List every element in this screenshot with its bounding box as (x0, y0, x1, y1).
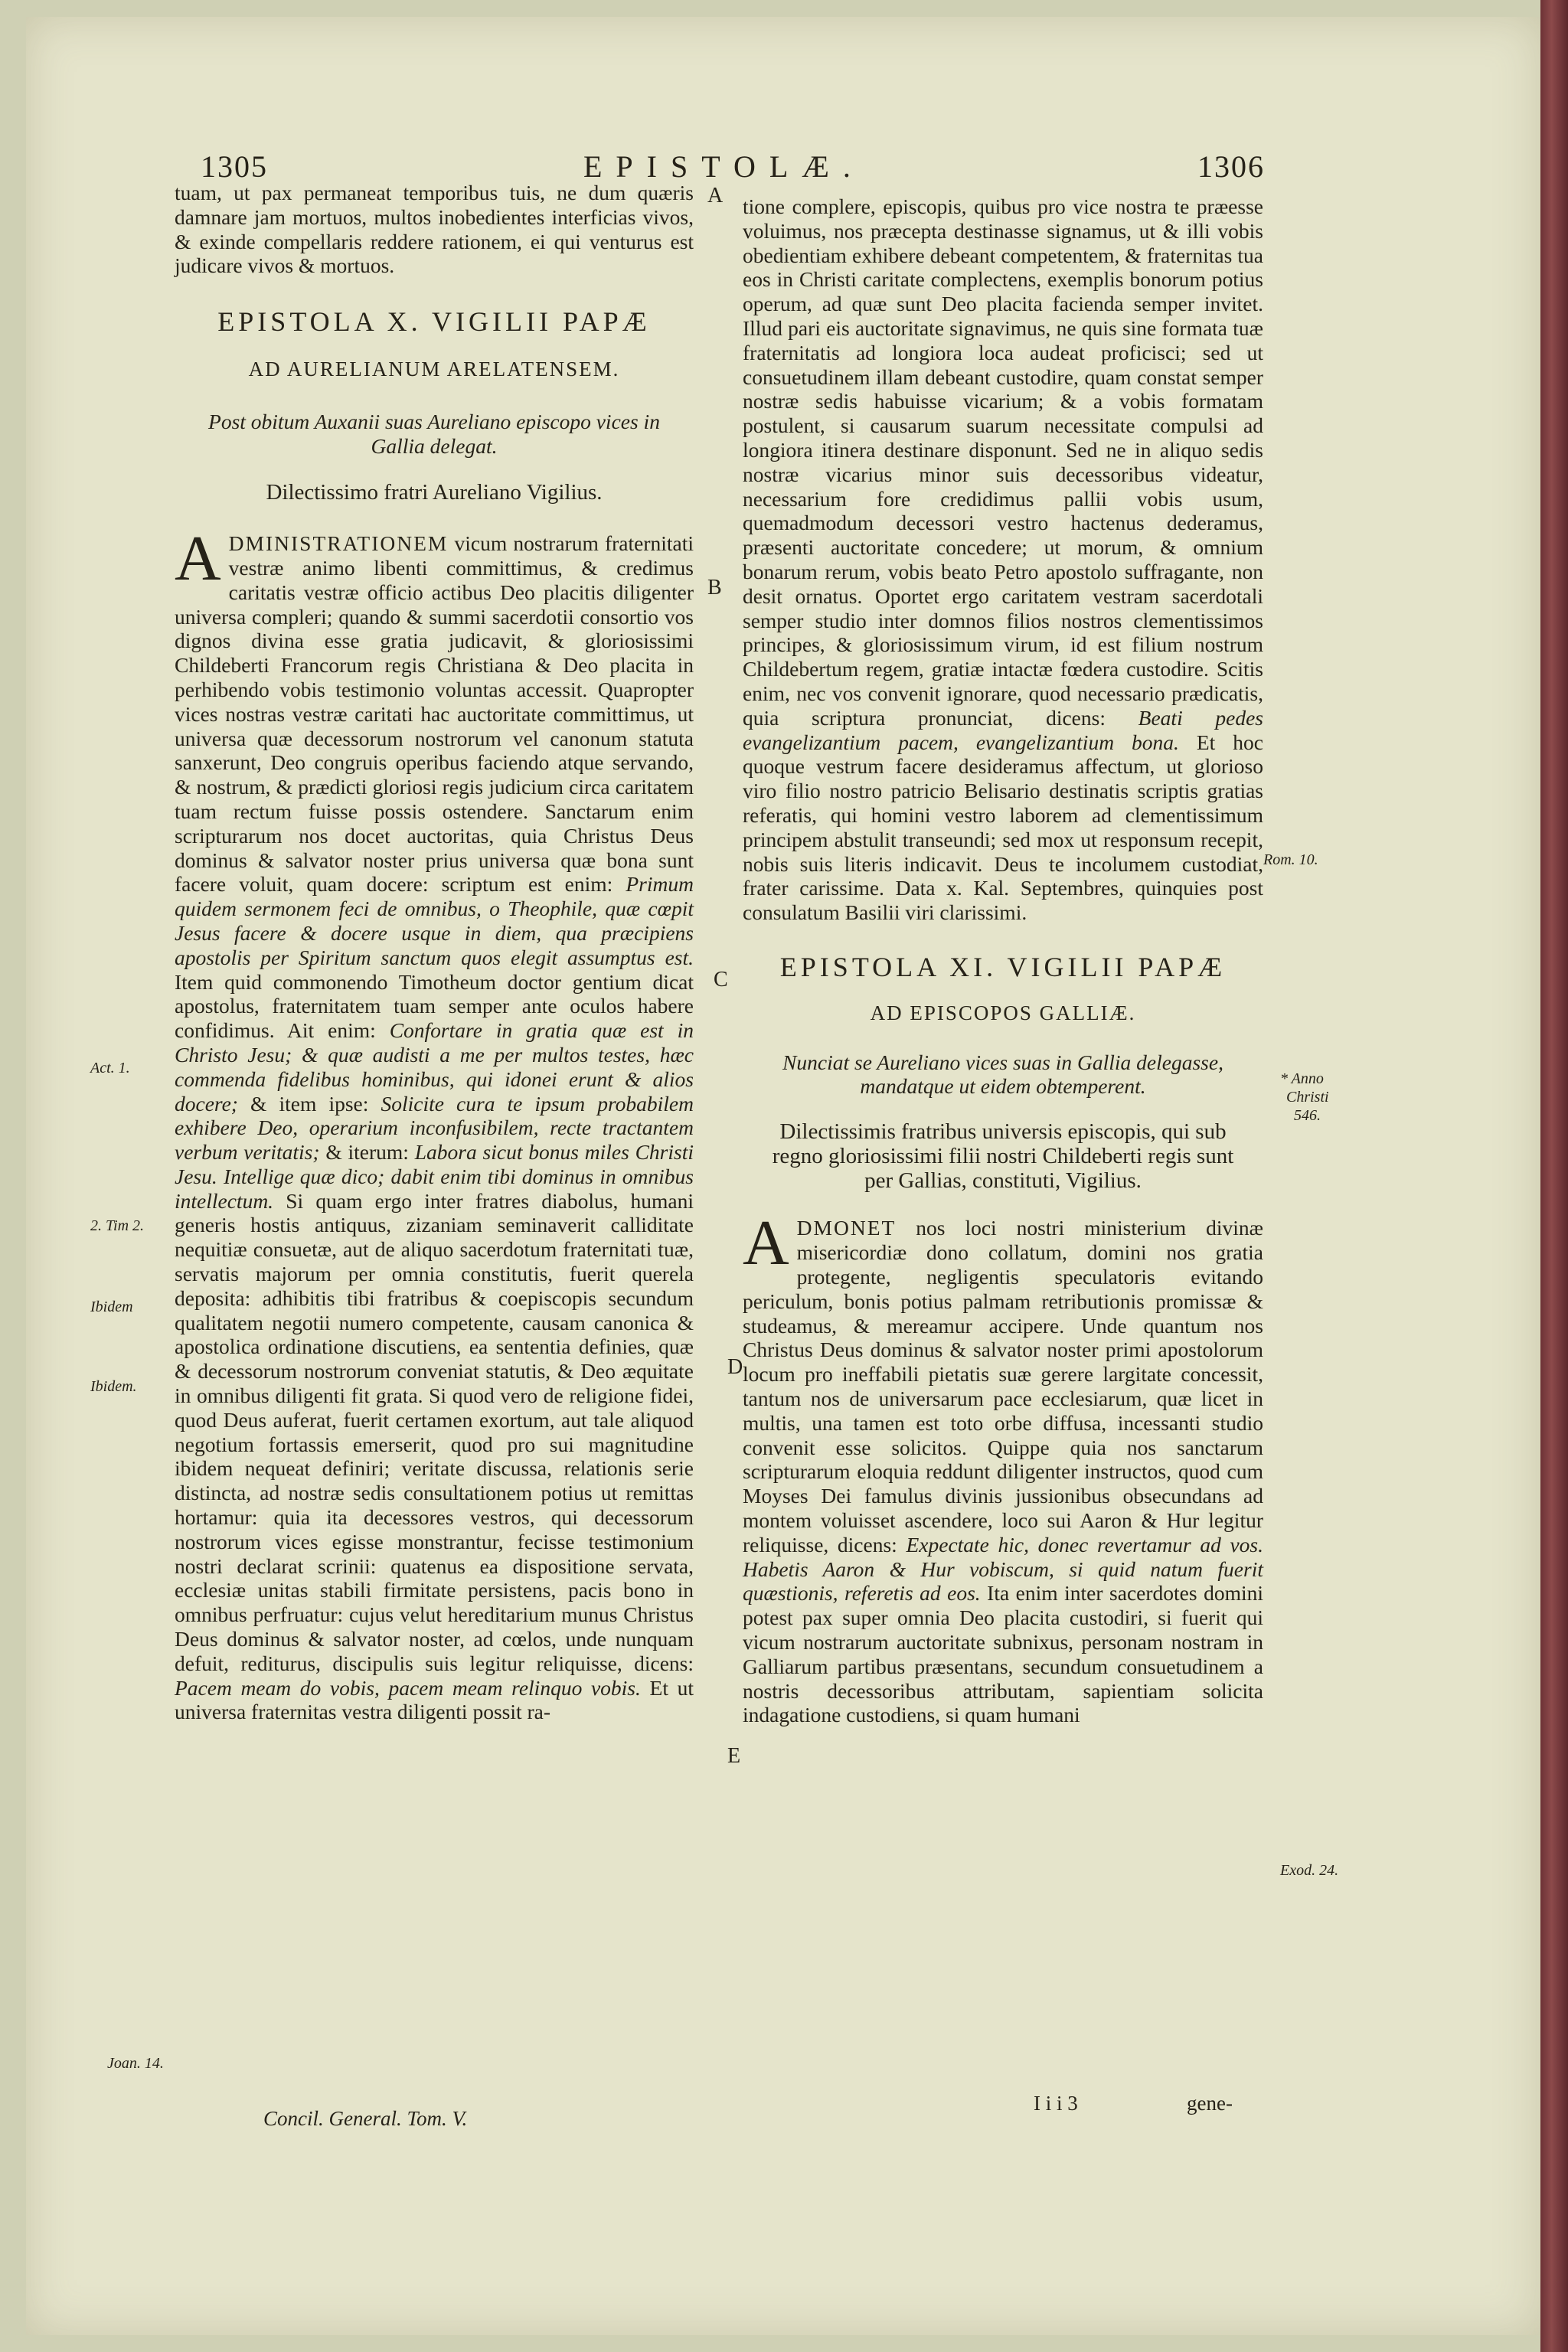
margin-note: 2. Tim 2. (90, 1217, 145, 1234)
salutation: Dilectissimo fratri Aureliano Vigilius. (266, 480, 603, 505)
volume-footer: Concil. General. Tom. V. (263, 2107, 468, 2130)
epistle-summary: Post obitum Auxanii suas Aureliano episcopo vices in Gallia delegat. (208, 409, 660, 458)
body-text: Item quid commonendo Timotheum doctor gentium dicat apostolus, fraternitatem tuam semper ante oculos habere confidimus. Ait enim: (175, 969, 694, 1043)
epistle-body (175, 523, 694, 1724)
page-number-right: 1306 (1197, 149, 1265, 184)
scripture-quote: Expectate hic, donec revertamur ad vos. Habetis Aaron & Hur vobiscum, si quid natum fuerit quæstionis, referetis ad eos. (743, 1532, 1264, 1606)
section-letter: B (707, 576, 722, 599)
opening-caps: DMINISTRATIONEM (228, 531, 449, 556)
epistle-summary: Nunciat se Aureliano vices suas in Gallia delegasse, mandatque ut eidem obtemperent. (782, 1050, 1223, 1099)
scripture-quote: Solicite cura te ipsum probabilem exhibere Deo, operarium inconfusibilem, recte tractantem verbum veritatis; (175, 1091, 694, 1165)
body-text: Ita enim inter sacerdotes domini potest pax super omnia Deo placita custodiri, si fuerit qui vicum nostrarum auctoritate subnixus, personam nostram in Galliarum partibus præsentans, secundum consuetudinem a nostris decessoribus attributam, sapientiam solicita indagatione custodiens, si quam humani (743, 1581, 1263, 1727)
scripture-quote: Confortare in gratia quæ est in Christo Jesu; & quæ audisti a me per multos testes, hæc commenda fidelibus hominibus, qui idonei erunt & alios docere; (175, 1018, 694, 1116)
body-text: & iterum: (325, 1140, 409, 1165)
section-letter: C (714, 968, 728, 991)
margin-note: * Anno (1280, 1070, 1324, 1087)
body-text: Et hoc quoque vestrum facere desideramus affectum, ut glorioso viro filio nostro patricio Belisario destinatis scriptis gratias referatis, qui homini vestro laborem ad clementissimum principem abstulit transeundi; sed mox ut responsum recepit, nobis suis literis indicavit. Deus te incolumem custodiat, frater carissime. Data x. Kal. Septembres, quinquies post consulatum Basilii viri clarissimi. (743, 730, 1263, 925)
body-text: & item ipse: (250, 1091, 369, 1116)
margin-note: Joan. 14. (107, 2055, 164, 2072)
epistle-body (743, 194, 1263, 925)
left-column (175, 181, 694, 1724)
drop-cap: A (175, 523, 221, 595)
epistle-heading: EPISTOLA X. VIGILII PAPÆ (217, 306, 651, 338)
margin-note: Christi (1286, 1089, 1329, 1106)
right-column (743, 194, 1263, 1727)
page-number-left: 1305 (201, 149, 268, 184)
body-text: Si quam ergo inter fratres diabolus, humani generis hostis antiquus, zizaniam seminaverit calliditate nequitiæ consuetæ, aut de aliquo sacerdotum fraternitati tuæ, servatis majorum per omnia constitutis, fuerit querela deposita: adhibitis tibi fratribus & coepiscopis secundum qualitatem negotii numero competente, causam canonica & apostolica ordinatione discutiens, ea sententia definies, quæ & decessorum nostrorum conveniat statutis, & Deo æquitate in omnibus diligenti fit grata. Si quod vero de religione fidei, quod Deus auferat, fuerit certamen exortum, aut tale aliquod negotium fortassis emerserit, quod pro sui magnitudine ibidem nequeat definiri; veritate discussa, relationis serie distincta, ad nostræ sedis consultationem potius ut remittas hortamur: quia ita decessores vestros, qui decessorum nostrorum vices egisse monstrantur, fecisse testimonium nostri declarat scrinii: quatenus ea dispositione servata, ecclesiæ unitas stabili firmitate persistens, pacis bono in omnibus perfruatur: cujus velut hereditarium munus Christus Deus dominus & salvator noster, ad cœlos, unde nunquam defuit, rediturus, discipulis suis legitur reliquisse, dicens: (175, 1188, 694, 1675)
scripture-quote: Primum quidem sermonem feci de omnibus, o Theophile, quæ cœpit Jesus facere & docere usque in diem, qua præcipiens apostolis per Spiritum sanctum quos elegit assumptus est. (175, 872, 694, 969)
margin-note: 546. (1294, 1107, 1321, 1124)
section-letter: E (727, 1744, 741, 1768)
section-letter: D (727, 1355, 743, 1379)
body-text: tione complere, episcopis, quibus pro vice nostra te præesse voluimus, nos præcepta destinasse signamus, ut & illi vobis obedientiam exhibere debeant competentem, & fraternitas tua eos in Christi caritate complectens, exemplis bonorum potius operum, ad quæ sunt Deo placita facienda semper invitet. Illud pari eis auctoritate signavimus, ne quis sine formata tuæ fraternitatis ad longiora loca audeat proficisci; sed ut consuetudinem illam debeant custodire, quam constat semper nostræ sedis habuisse vicarium; & a vobis formatam postulent, si causarum suarum necessitate compulsi ad longiora itinera destinare disponunt. Sed ne in aliquo sedis nostræ vicarius minor suis decessoribus videatur, necessarium fore credidimus pallii vobis usum, quemadmodum decessori vestro hactenus dederamus, præsenti auctoritate concedere; ut morum, & omnium bonarum rerum, vobis beato Petro apostolo suffragante, non desit ornatus. Oportet ergo caritatem vestram sacerdotali semper studio inter domnos filios nostros clementissimos principes, & gloriosissimum virum, id est filium nostrum Childebertum regem, gratiæ intactæ fœdera custodire. Scitis enim, nec vos convenit ignorare, quod necessario prædicatis, quia scriptura pronunciat, dicens: (743, 194, 1263, 730)
epistle-heading: EPISTOLA XI. VIGILII PAPÆ (779, 951, 1227, 982)
binding-edge (1540, 0, 1568, 2352)
running-title: EPISTOLÆ. (583, 149, 864, 184)
scripture-quote: Pacem meam do vobis, pacem meam relinquo vobis. (175, 1675, 641, 1700)
margin-note: Act. 1. (90, 1060, 130, 1076)
opening-caps: DMONET (796, 1216, 897, 1240)
body-text: nos loci nostri ministerium divinæ misericordiæ dono collatum, domini nos gratia protegente, negligentis speculatoris evitando periculum, bonis potius palmam retributionis promissæ & studeamus, & mereamur accipere. Unde quantum nos Christus Deus dominus & salvator noster primi apostolorum locum pro ineffabili pietatis suæ gerere largitate concessit, tantum nos de universarum pace ecclesiarum, quæ licet in multis, una tamen est toto orbe diffusa, incessanti studio convenit esse solicitos. Quippe quia nos sanctarum scripturarum eloquia reddunt diligenter instructos, quod cum Moyses Dei famulus divinis jussionibus obsecundans ad montem voluisset ascendere, loco sui Aaron & Hur legitur reliquisse, dicens: (743, 1216, 1263, 1557)
catchword: gene- (1187, 2092, 1233, 2115)
epistle-address: AD AURELIANUM ARELATENSEM. (248, 357, 620, 381)
drop-cap: A (743, 1207, 789, 1279)
body-text: Et ut universa fraternitas vestra diligenti possit ra- (175, 1675, 694, 1724)
salutation: Dilectissimis fratribus universis episcopis, qui sub regno gloriosissimi filii nostri Childeberti regis sunt per Gallias, constituti, Vigilius. (772, 1119, 1234, 1193)
margin-note: Exod. 24. (1280, 1862, 1339, 1879)
margin-note: Ibidem (90, 1298, 133, 1315)
continuation-text: tuam, ut pax permaneat temporibus tuis, ne dum quæris damnare jam mortuos, multos inobedientes interficias vivos, & exinde compellaris reddere rationem, ei qui venturus est judicare vivos & mortuos. (175, 181, 694, 278)
scripture-quote: Beati pedes evangelizantium pacem, evangelizantium bona. (743, 705, 1264, 754)
signature-mark: I i i 3 (1034, 2092, 1078, 2115)
margin-note: Rom. 10. (1263, 851, 1318, 868)
section-letter: A (707, 184, 724, 207)
body-text: vicum nostrarum fraternitati vestræ animo libenti committimus, & credimus caritatis vestræ officio actibus Deo placitis diligenter universa compleri; quando & summi sacerdotii consortio vos dignos divina esse gratia judicavit, & gloriosissimi Childeberti Francorum regis Christiana & Deo placita in perhibendo vobis testimonio voluntas accessit. Quapropter vices nostras vestræ caritati hac auctoritate committimus, ut universa quæ decessorum nostrorum vel canonum statuta sanxerunt, Deo congruis operibus faciendo atque servando, & nostrum, & prædicti gloriosi regis judicium circa caritatem tuam rectum fuisse possis ostendere. Sanctarum enim scripturarum nos docet auctoritas, quia Christus Deus dominus & salvator noster prius universa quæ bona sunt facere voluit, quam docere: scriptum est enim: (175, 531, 694, 897)
scripture-quote: Labora sicut bonus miles Christi Jesu. Intellige quæ dico; dabit enim tibi dominus in omnibus intellectum. (175, 1140, 694, 1213)
epistle-body (743, 1207, 1264, 1727)
epistle-address: AD EPISCOPOS GALLIÆ. (870, 1001, 1136, 1024)
margin-note: Ibidem. (90, 1378, 137, 1395)
